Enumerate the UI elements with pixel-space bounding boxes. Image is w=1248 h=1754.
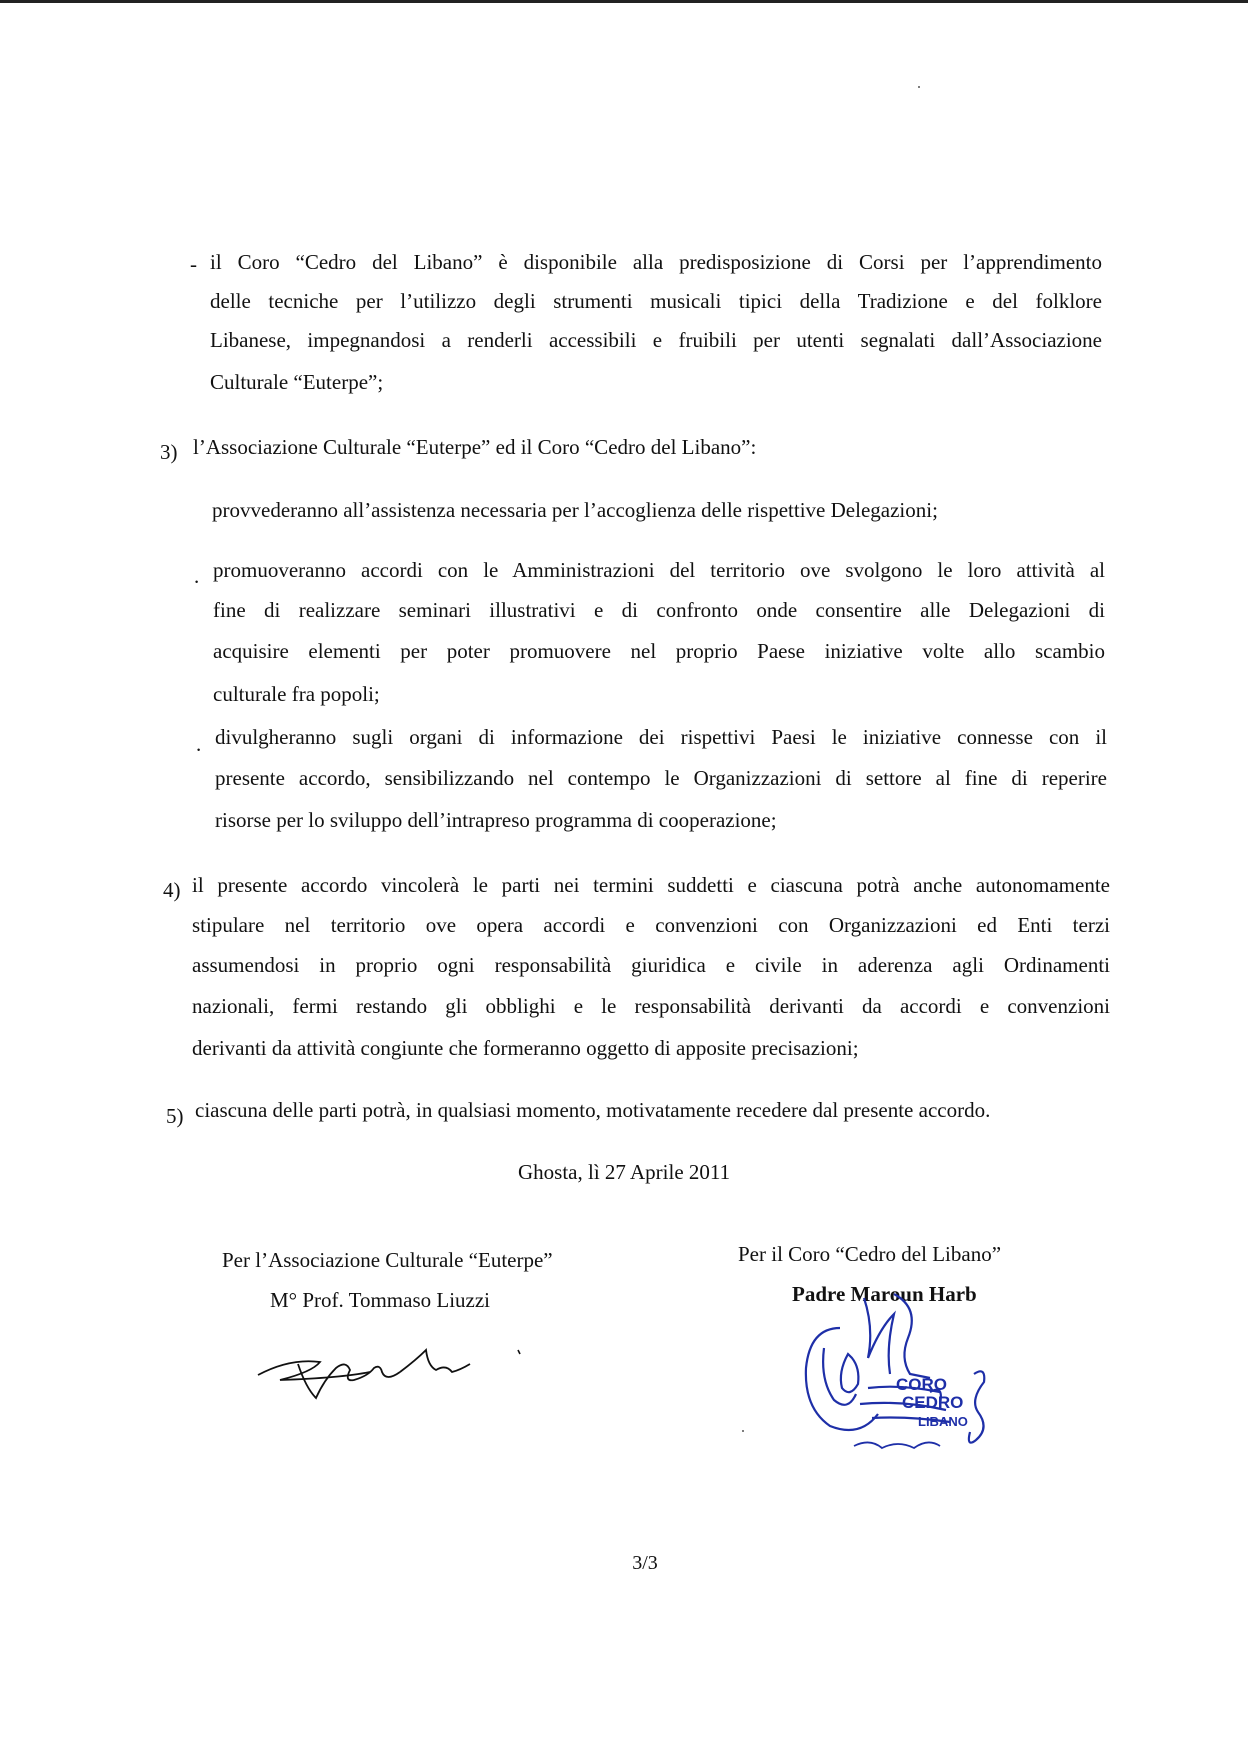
item-3c-line-3: risorse per lo sviluppo dell’intrapreso programma di cooperazione; [215, 808, 777, 832]
item-3b-line-2: fine di realizzare seminari illustrativi e di confronto onde consentire alle Delegazioni di [213, 598, 1105, 622]
seal-text-line-2: CEDRO [902, 1393, 964, 1412]
item-4-line-4: nazionali, fermi restando gli obblighi e le responsabilità derivanti da accordi e convenzioni [192, 994, 1110, 1018]
left-signatory-title: Per l’Associazione Culturale “Euterpe” [222, 1248, 553, 1272]
scan-speck [918, 86, 920, 88]
right-signatory-title: Per il Coro “Cedro del Libano” [738, 1242, 1002, 1266]
handwritten-signature [250, 1320, 540, 1410]
item-3c-line-1: divulgheranno sugli organi di informazione dei rispettivi Paesi le iniziative connesse con il [215, 725, 1107, 749]
dot-bullet: . [194, 564, 200, 588]
dash-bullet: - [190, 252, 197, 276]
item-5-number: 5) [166, 1104, 184, 1128]
item-3-heading: l’Associazione Culturale “Euterpe” ed il Coro “Cedro del Libano”: [193, 435, 757, 459]
choir-seal-stamp [790, 1288, 1000, 1458]
dot-bullet: . [196, 732, 202, 756]
item-4-number: 4) [163, 878, 181, 902]
item-5-text: ciascuna delle parti potrà, in qualsiasi momento, motivatamente recedere dal presente accordo. [195, 1098, 991, 1122]
coro-intro-line-2: delle tecniche per l’utilizzo degli strumenti musicali tipici della Tradizione e del folklore [210, 289, 1102, 313]
item-3a-line-1: provvederanno all’assistenza necessaria per l’accoglienza delle rispettive Delegazioni; [212, 498, 938, 522]
coro-intro-line-3: Libanese, impegnandosi a renderli accessibili e fruibili per utenti segnalati dall’Associazione [210, 328, 1102, 352]
coro-intro-line-1: il Coro “Cedro del Libano” è disponibile alla predisposizione di Corsi per l’apprendimento [210, 250, 1102, 274]
page-number: 3/3 [632, 1552, 658, 1574]
scan-speck [742, 1430, 744, 1432]
item-3b-line-4: culturale fra popoli; [213, 682, 380, 706]
coro-intro-line-4: Culturale “Euterpe”; [210, 370, 384, 394]
item-4-line-2: stipulare nel territorio ove opera accordi e convenzioni con Organizzazioni ed Enti terzi [192, 913, 1110, 937]
place-date: Ghosta, lì 27 Aprile 2011 [518, 1160, 731, 1184]
item-3b-line-3: acquisire elementi per poter promuovere nel proprio Paese iniziative volte allo scambio [213, 639, 1105, 663]
item-3b-line-1: promuoveranno accordi con le Amministrazioni del territorio ove svolgono le loro attività al [213, 558, 1105, 582]
left-signatory-name: M° Prof. Tommaso Liuzzi [270, 1288, 491, 1312]
item-4-line-5: derivanti da attività congiunte che formeranno oggetto di apposite precisazioni; [192, 1036, 859, 1060]
seal-text-line-1: CORO [896, 1375, 947, 1394]
item-4-line-3: assumendosi in proprio ogni responsabilità giuridica e civile in aderenza agli Ordinamenti [192, 953, 1110, 977]
seal-text-line-3: LIBANO [918, 1414, 968, 1429]
item-3-number: 3) [160, 440, 178, 464]
scan-top-border [0, 0, 1248, 3]
right-signatory-name: Padre Maroun Harb [792, 1282, 977, 1306]
item-3c-line-2: presente accordo, sensibilizzando nel contempo le Organizzazioni di settore al fine di reperire [215, 766, 1107, 790]
item-4-line-1: il presente accordo vincolerà le parti nei termini suddetti e ciascuna potrà anche autonomamente [192, 873, 1110, 897]
